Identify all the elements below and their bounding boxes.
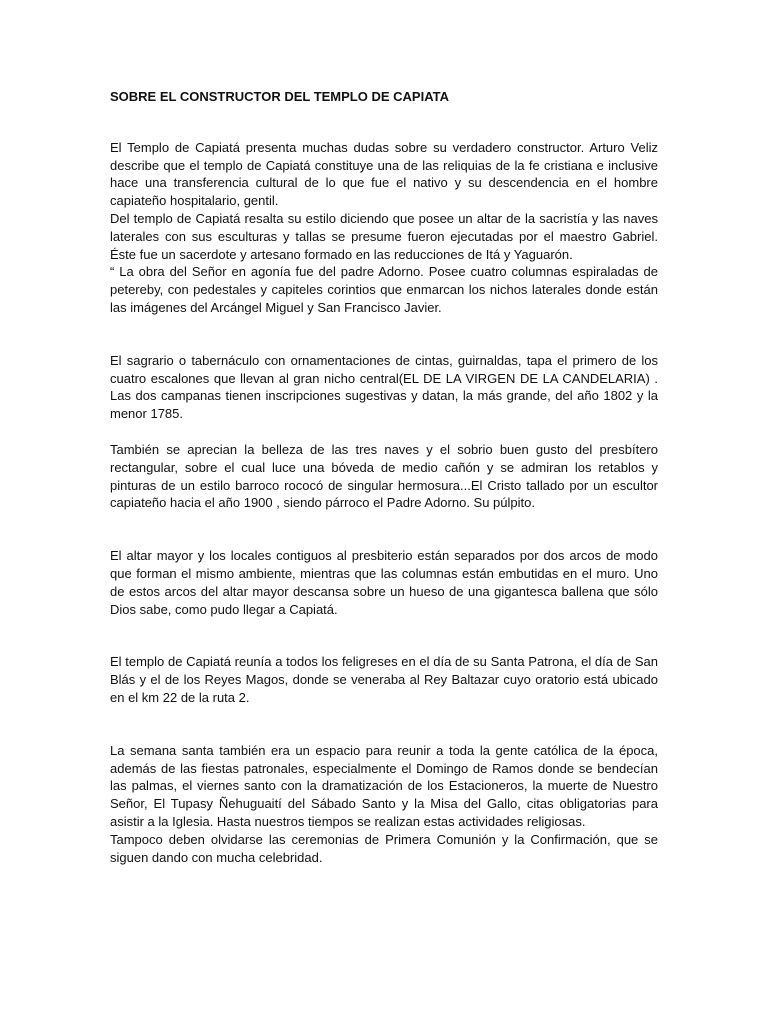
document-title: SOBRE EL CONSTRUCTOR DEL TEMPLO DE CAPIATA [110, 89, 449, 104]
paragraph-2: Del templo de Capiatá resalta su estilo diciendo que posee un altar de la sacristía y las naves laterales con sus esculturas y tallas se presume fueron ejecutadas por el maestro Gabriel. Éste fue un sacerdote y artesano formado en las reducciones de Itá y Yaguarón. [110, 210, 658, 262]
paragraph-6: El altar mayor y los locales contiguos al presbiterio están separados por dos arcos de modo que forman el mismo ambiente, mientras que las columnas están embutidas en el muro. Uno de estos arcos del altar mayor descansa sobre un hueso de una gigantesca ballena que sólo Dios sabe, como pudo llegar a Capiatá. [110, 548, 658, 617]
spacer [110, 512, 658, 547]
paragraph-4: El sagrario o tabernáculo con ornamentaciones de cintas, guirnaldas, tapa el primero de los cuatro escalones que llevan al gran nicho central(EL DE LA VIRGEN DE LA CANDELARIA) . Las dos campanas tienen inscripciones sugestivas y datan, la más grande, del año 1802 y la menor 1785. [110, 352, 658, 422]
paragraph-5: También se aprecian la belleza de las tres naves y el sobrio buen gusto del presbítero rectangular, sobre el cual luce una bóveda de medio cañón y se admiran los retablos y pinturas de un estilo barroco rococó de singular hermosura...El Cristo tallado por un escultor capiateño hacia el año 1900 , siendo párroco el Padre Adorno. Su púlpito. [110, 441, 658, 511]
spacer [110, 106, 658, 139]
spacer [110, 707, 658, 742]
paragraph-3: “ La obra del Señor en agonía fue del padre Adorno. Posee cuatro columnas espiraladas de petereby, con pedestales y capiteles corintios que enmarcan los nichos laterales donde están las imágenes del Arcángel Miguel y San Francisco Javier. [110, 264, 658, 315]
document-body [110, 88, 658, 866]
spacer [110, 618, 658, 653]
paragraph-1: El Templo de Capiatá presenta muchas dudas sobre su verdadero constructor. Arturo Veliz describe que el templo de Capiatá constituye una de las reliquias de la fe cristiana e inclusive hace una transferencia cultural de lo que fue el nativo y su descendencia en el hombre capiateño hospitalario, gentil. [110, 139, 658, 209]
spacer [110, 317, 658, 352]
paragraph-9: Tampoco deben olvidarse las ceremonias de Primera Comunión y la Confirmación, que se siguen dando con mucha celebridad. [110, 831, 658, 865]
paragraph-8: La semana santa también era un espacio para reunir a toda la gente católica de la época, además de las fiestas patronales, especialmente el Domingo de Ramos donde se bendecían las palmas, el viernes santo con la dramatización de los Estacioneros, la muerte de Nuestro Señor, El Tupasy Ñehuguaití del Sábado Santo y la Misa del Gallo, citas obligatorias para asistir a la Iglesia. Hasta nuestros tiempos se realizan estas actividades religiosas. [110, 742, 658, 829]
spacer [110, 423, 658, 441]
paragraph-7: El templo de Capiatá reunía a todos los feligreses en el día de su Santa Patrona, el día de San Blás y el de los Reyes Magos, donde se veneraba al Rey Baltazar cuyo oratorio está ubicado en el km 22 de la ruta 2. [110, 654, 658, 705]
